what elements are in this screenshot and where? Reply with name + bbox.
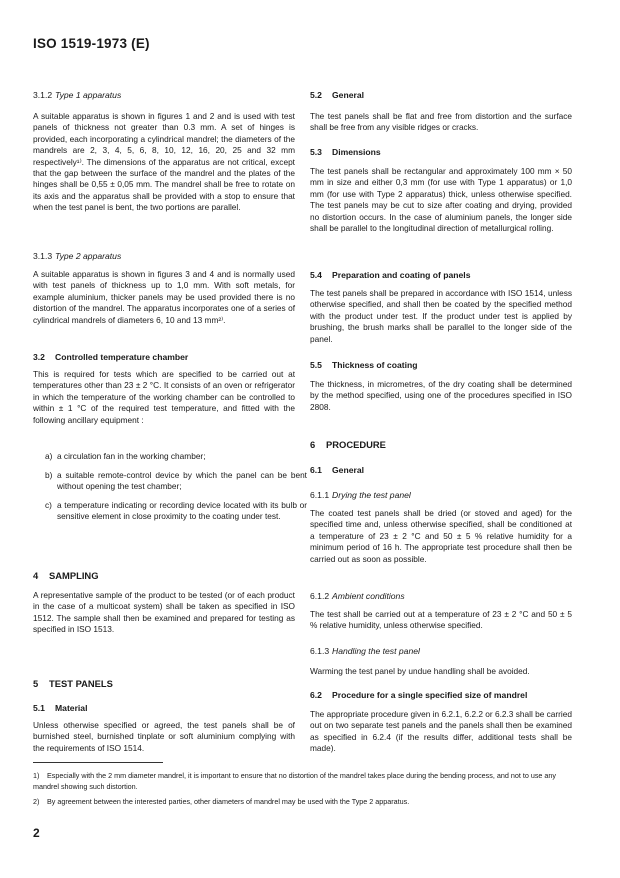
paragraph-3-1-2: A suitable apparatus is shown in figures 1 and 2 and is used with test panels of thickness not greater than 0.3 mm. A set of hinges is provided, each incorporating a cylindrical mandrel; the diameters of the mandrels are 2, 3, 4, 5, 6, 8, 10, 12, 16, 20, 25 and 32 mm respectively¹⁾. The dimensions of the apparatus are not critical, except that the gap between the surface of the mandrel and the plates of the hinges shall be 0,55 ± 0,05 mm. The mandrel shall be free to rotate on its axis and the apparatus shall be provided with a stop to ensure that when the test panel is bent, the two portions are parallel. <box>33 111 295 213</box>
section-number: 5.2 <box>310 90 322 100</box>
paragraph-5-1: Unless otherwise specified or agreed, the test panels shall be of burnished steel, burnished tinplate or soft aluminium complying with the requirements of ISO 1514. <box>33 720 295 753</box>
section-title: Drying the test panel <box>332 490 411 500</box>
paragraph-6-2: The appropriate procedure given in 6.2.1, 6.2.2 or 6.2.3 shall be carried out on two separate test panels and the panels shall then be examined as specified in 6.2.4 (if the results differ, additional tests shall be made). <box>310 709 572 754</box>
section-number: 5.5 <box>310 360 322 370</box>
heading-6-1 <box>310 465 572 476</box>
heading-3-1-2 <box>33 90 295 101</box>
section-title: Ambient conditions <box>332 591 405 601</box>
list-marker: a) <box>45 451 53 461</box>
section-title: Dimensions <box>332 147 381 157</box>
footnote-text: By agreement between the interested parties, other diameters of mandrel may be used with the Type 2 apparatus. <box>47 797 410 806</box>
list-marker: c) <box>45 500 52 510</box>
heading-4 <box>33 570 295 581</box>
section-number: 3.1.3 <box>33 251 53 261</box>
section-number: 5.3 <box>310 147 322 157</box>
section-title: Material <box>55 703 88 713</box>
section-title: Preparation and coating of panels <box>332 270 471 280</box>
section-number: 6.2 <box>310 690 322 700</box>
section-number: 6.1.3 <box>310 646 330 656</box>
section-title: General <box>332 465 365 475</box>
footnote-1 <box>33 771 563 792</box>
heading-6-1-1 <box>310 490 572 501</box>
section-title: Thickness of coating <box>332 360 418 370</box>
list-item-a <box>45 451 307 462</box>
page-number: 2 <box>33 826 40 840</box>
section-number: 5.1 <box>33 703 45 713</box>
section-title: Handling the test panel <box>332 646 420 656</box>
paragraph-3-2: This is required for tests which are specified to be carried out at temperatures other than 23 ± 2 °C. It consists of an oven or refrigerator in which the temperature of the working chamber can be controlled to within ± 1 °C of the required test temperature, and fitted with the following ancillary equipment : <box>33 369 295 425</box>
section-title: SAMPLING <box>49 570 99 581</box>
heading-6-2 <box>310 690 572 701</box>
section-number: 6.1 <box>310 465 322 475</box>
list-text: a circulation fan in the working chamber; <box>57 451 206 461</box>
section-title: Controlled temperature chamber <box>55 352 189 362</box>
paragraph-5-4: The test panels shall be prepared in accordance with ISO 1514, unless otherwise specified, and shall then be coated by the specified method with the product under test. If the product under test is applied by brushing, the brush marks shall be parallel to the longer side of the panel. <box>310 288 572 344</box>
heading-3-2 <box>33 352 295 363</box>
list-text: a temperature indicating or recording device located with its bulb or sensitive element in close proximity to the coating under test. <box>57 500 307 522</box>
section-number: 6 <box>310 439 316 450</box>
paragraph-5-5: The thickness, in micrometres, of the dry coating shall be determined by the method specified, using one of the procedures specified in ISO 2808. <box>310 379 572 412</box>
section-number: 6.1.1 <box>310 490 330 500</box>
list-item-c <box>45 500 307 523</box>
list-text: a suitable remote-control device by which the panel can be bent without opening the test chamber; <box>57 470 307 492</box>
footnote-marker: 1) <box>33 771 40 780</box>
section-number: 3.2 <box>33 352 45 362</box>
footnote-rule <box>33 762 163 763</box>
section-number: 5 <box>33 678 39 689</box>
paragraph-5-2: The test panels shall be flat and free from distortion and the surface shall be free from any visible ridges or cracks. <box>310 111 572 133</box>
footnote-marker: 2) <box>33 797 40 806</box>
section-title: Type 1 apparatus <box>55 90 122 100</box>
heading-5 <box>33 678 295 689</box>
paragraph-6-1-2: The test shall be carried out at a temperature of 23 ± 2 °C and 50 ± 5 % relative humidity, unless otherwise specified. <box>310 609 572 631</box>
footnote-2 <box>33 797 563 808</box>
list-marker: b) <box>45 470 53 480</box>
section-number: 6.1.2 <box>310 591 330 601</box>
section-title: Type 2 apparatus <box>55 251 122 261</box>
section-number: 3.1.2 <box>33 90 53 100</box>
document-header: ISO 1519-1973 (E) <box>33 36 150 51</box>
heading-5-5 <box>310 360 572 371</box>
heading-5-1 <box>33 703 295 714</box>
paragraph-5-3: The test panels shall be rectangular and approximately 100 mm × 50 mm in size and either 0,3 mm (for use with Type 1 apparatus) or 1,0 mm (for use with Type 2 apparatus) thick, unless otherwise specified. The test panels may be cut to size after coating and drying, provided no distortion occurs. In the case of aluminium panels, the longer side shall be parallel to the longitudinal direction of metallurgical rolling. <box>310 166 572 234</box>
list-item-b <box>45 470 307 493</box>
heading-6-1-2 <box>310 591 572 602</box>
heading-6-1-3 <box>310 646 572 657</box>
section-title: PROCEDURE <box>326 439 386 450</box>
heading-5-2 <box>310 90 572 101</box>
footnote-text: Especially with the 2 mm diameter mandrel, it is important to ensure that no distortion of the mandrel takes place during the bending process, and not to use any mandrel showing such distortion. <box>33 771 556 791</box>
paragraph-4: A representative sample of the product to be tested (or of each product in the case of a multicoat system) shall be taken as specified in ISO 1512. The sample shall then be examined and prepared for testing as specified in ISO 1513. <box>33 590 295 635</box>
paragraph-3-1-3: A suitable apparatus is shown in figures 3 and 4 and is normally used with test panels of thickness up to 1,0 mm. With soft metals, for example aluminium, thicker panels may be used provided there is no distortion of the mandrel. The apparatus incorporates one of a series of cylindrical mandrels of diameters 6, 10 and 13 mm²⁾. <box>33 269 295 325</box>
heading-6 <box>310 439 572 450</box>
paragraph-6-1-1: The coated test panels shall be dried (or stoved and aged) for the specified time and, unless otherwise specified, shall be conditioned at a temperature of 23 ± 2 °C and 50 ± 5 % relative humidity for a minimum period of 16 h. The appropriate test procedure shall then be carried out as soon as possible. <box>310 508 572 564</box>
section-number: 5.4 <box>310 270 322 280</box>
section-title: TEST PANELS <box>49 678 113 689</box>
section-title: Procedure for a single specified size of mandrel <box>332 690 528 700</box>
heading-5-3 <box>310 147 572 158</box>
heading-3-1-3 <box>33 251 295 262</box>
paragraph-6-1-3: Warming the test panel by undue handling shall be avoided. <box>310 666 530 676</box>
section-number: 4 <box>33 570 39 581</box>
section-title: General <box>332 90 365 100</box>
heading-5-4 <box>310 270 572 281</box>
